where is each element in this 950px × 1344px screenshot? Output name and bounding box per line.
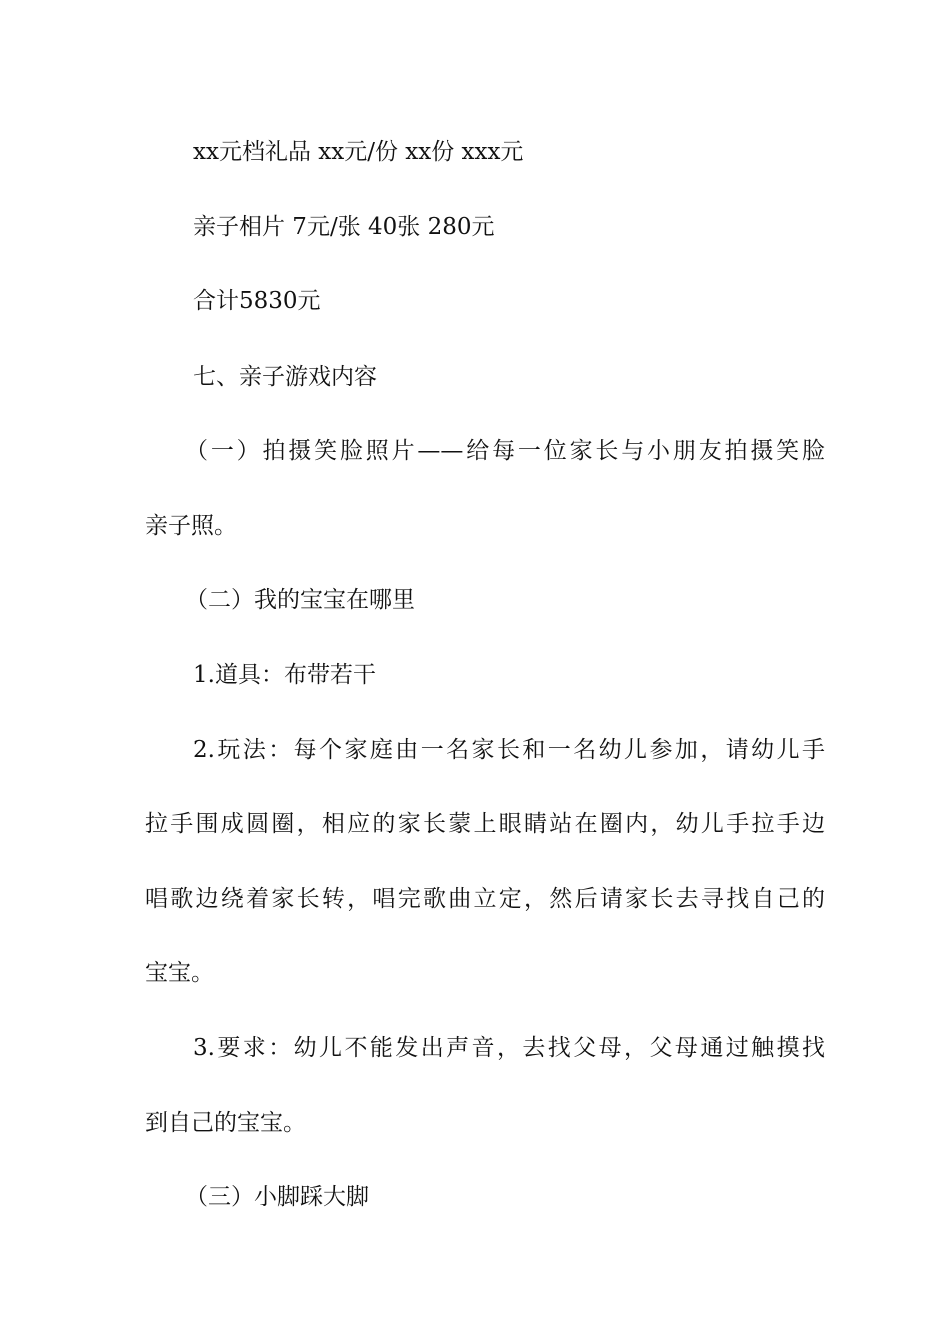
paragraph-line: 宝宝。 xyxy=(145,960,214,986)
budget-line-photo: 亲子相片 7元/张 40张 280元 xyxy=(193,214,495,240)
budget-line-gift: xx元档礼品 xx元/份 xx份 xxx元 xyxy=(193,139,524,165)
section-heading: 七、亲子游戏内容 xyxy=(193,364,377,390)
subsection-heading: （三）小脚踩大脚 xyxy=(185,1184,369,1210)
paragraph-line: 1.道具：布带若干 xyxy=(193,662,376,688)
subsection-heading: （二）我的宝宝在哪里 xyxy=(185,587,415,613)
paragraph-line: 3.要求：幼儿不能发出声音，去找父母，父母通过触摸找 xyxy=(193,1035,825,1061)
paragraph-line: 唱歌边绕着家长转，唱完歌曲立定，然后请家长去寻找自己的 xyxy=(145,886,825,912)
budget-line-total: 合计5830元 xyxy=(193,288,321,314)
paragraph-line: 到自己的宝宝。 xyxy=(145,1110,306,1136)
paragraph-line: 拉手围成圆圈，相应的家长蒙上眼睛站在圈内，幼儿手拉手边 xyxy=(145,811,825,837)
paragraph-line: （一）拍摄笑脸照片——给每一位家长与小朋友拍摄笑脸 xyxy=(185,438,825,464)
paragraph-line: 亲子照。 xyxy=(145,513,237,539)
paragraph-line: 2.玩法：每个家庭由一名家长和一名幼儿参加，请幼儿手 xyxy=(193,737,825,763)
